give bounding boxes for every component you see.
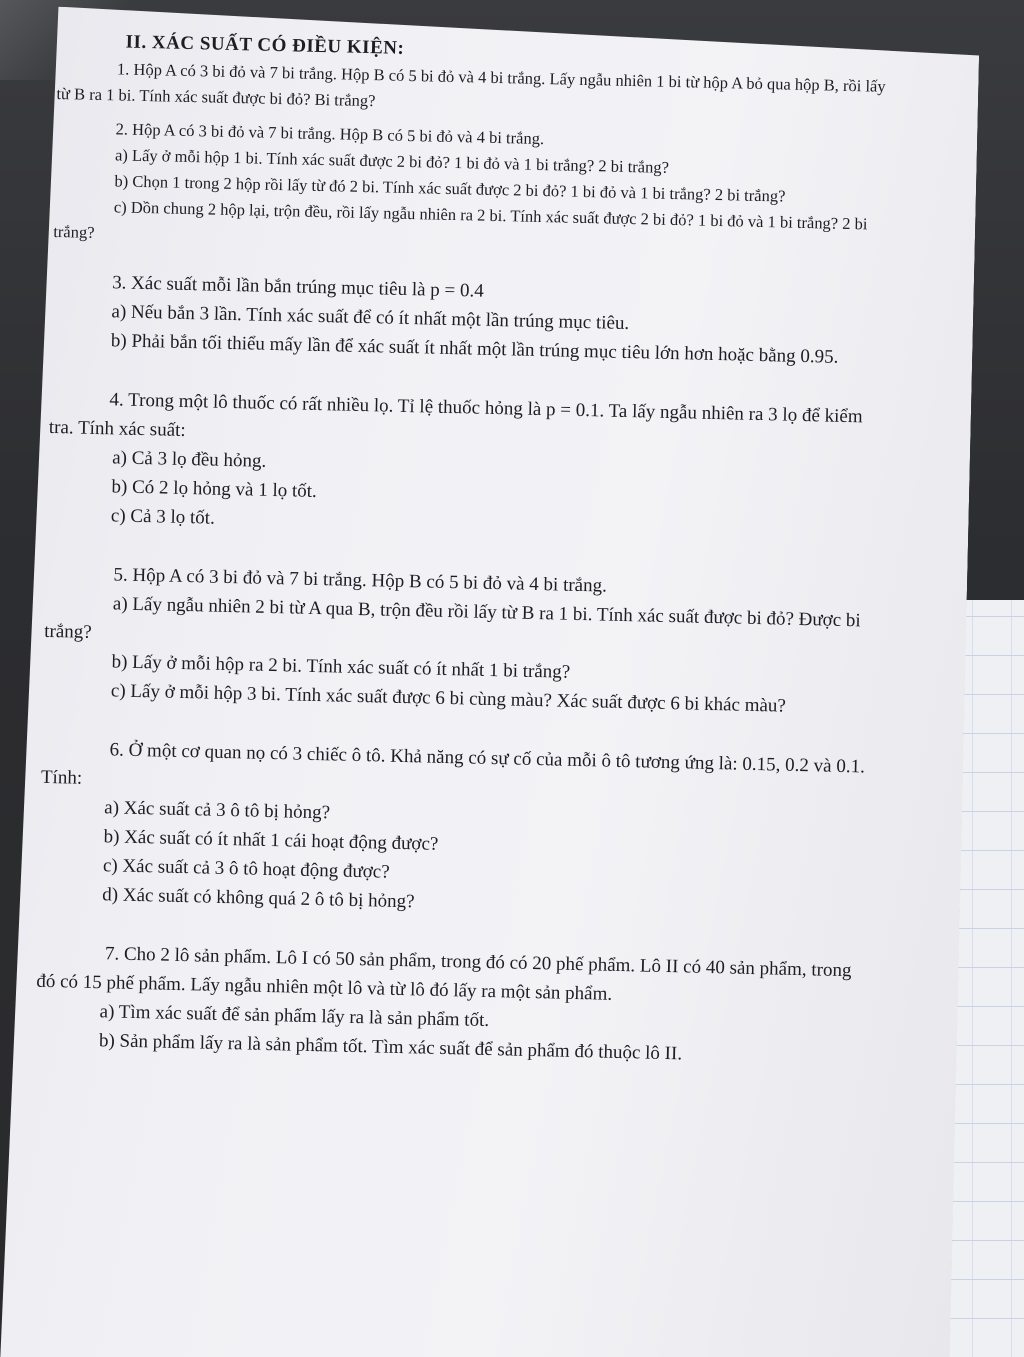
- question-1-text: 1. Hộp A có 3 bi đỏ và 7 bi trắng. Hộp B có 5 bi đỏ và 4 bi trắng. Lấy ngẫu nhiên 1 bi từ hộp A bỏ qua hộp B, rồi lấy từ B ra 1 bi. Tính xác suất được bi đỏ? Bi trắng?: [56, 59, 886, 111]
- question-2-part-c: c) Dồn chung 2 hộp lại, trộn đều, rồi lấy ngẫu nhiên ra 2 bi. Tính xác suất được 2 bi đỏ? 1 bi đỏ và 1 bi trắng? 2 bi trắng?: [53, 197, 868, 242]
- question-6-text: 6. Ở một cơ quan nọ có 3 chiếc ô tô. Khả năng có sự cố của mỗi ô tô tương ứng là: 0.15, 0.2 và 0.1. Tính:: [40, 739, 866, 789]
- question-4: [47, 384, 880, 548]
- question-3-part-b: b) Phải bắn tối thiểu mấy lần để xác suất ít nhất một lần trúng mục tiêu lớn hơn hoặc bằng 0.95.: [110, 330, 839, 368]
- question-2-text: 2. Hộp A có 3 bi đỏ và 7 bi trắng. Hộp B có 5 bi đỏ và 4 bi trắng.: [115, 119, 545, 149]
- question-7-part-b: b) Sản phẩm lấy ra là sản phẩm tốt. Tìm xác suất để sản phẩm đó thuộc lô II.: [98, 1030, 683, 1065]
- question-7-text: 7. Cho 2 lô sản phẩm. Lô I có 50 sản phẩm, trong đó có 20 phế phẩm. Lô II có 40 sản phẩm, trong đó có 15 phế phẩm. Lấy ngẫu nhiên một lô và từ lô đó lấy ra một sản phẩm.: [36, 943, 852, 1005]
- question-7: [35, 938, 867, 1073]
- question-5-text: 5. Hộp A có 3 bi đỏ và 7 bi trắng. Hộp B có 5 bi đỏ và 4 bi trắng.: [113, 564, 608, 597]
- question-4-part-b: b) Có 2 lọ hỏng và 1 lọ tốt.: [111, 476, 318, 502]
- question-3-part-a: a) Nếu bắn 3 lần. Tính xác suất để có ít nhất một lần trúng mục tiêu.: [111, 301, 630, 335]
- question-6: [38, 734, 872, 927]
- question-6-part-b: b) Xác suất có ít nhất 1 cái hoạt động được?: [103, 826, 439, 855]
- question-3-text: 3. Xác suất mỗi lần bắn trúng mục tiêu là p = 0.4: [111, 272, 484, 302]
- question-6-part-a: a) Xác suất cả 3 ô tô bị hỏng?: [104, 797, 331, 824]
- worksheet-content: [35, 26, 888, 1073]
- question-4-part-a: a) Cả 3 lọ đều hỏng.: [111, 447, 267, 472]
- question-4-text: 4. Trong một lô thuốc có rất nhiều lọ. Tỉ lệ thuốc hỏng là p = 0.1. Ta lấy ngẫu nhiên ra 3 lọ để kiểm tra. Tính xác suất:: [48, 389, 863, 441]
- question-5-part-c: c) Lấy ở mỗi hộp 3 bi. Tính xác suất được 6 bi cùng màu? Xác suất được 6 bi khác màu?: [110, 680, 787, 717]
- section-heading: II. XÁC SUẤT CÓ ĐIỀU KIỆN:: [125, 31, 405, 59]
- question-4-part-c: c) Cả 3 lọ tốt.: [110, 505, 216, 529]
- question-2-part-a: a) Lấy ở mỗi hộp 1 bi. Tính xác suất được 2 bi đỏ? 1 bi đỏ và 1 bi trắng? 2 bi trắng?: [114, 145, 670, 177]
- question-5: [43, 559, 876, 723]
- question-5-part-b: b) Lấy ở mỗi hộp ra 2 bi. Tính xác suất có ít nhất 1 bi trắng?: [111, 651, 571, 683]
- question-6-part-c: c) Xác suất cả 3 ô tô hoạt động được?: [102, 855, 390, 883]
- question-2-part-b: b) Chọn 1 trong 2 hộp rồi lấy từ đó 2 bi. Tính xác suất được 2 bi đỏ? 1 bi đỏ và 1 bi trắng? 2 bi trắng?: [114, 171, 786, 206]
- question-2: [53, 115, 886, 264]
- question-5-part-a: a) Lấy ngẫu nhiên 2 bi từ A qua B, trộn đều rồi lấy từ B ra 1 bi. Tính xác suất được bi đỏ? Được bi trắng?: [44, 593, 861, 643]
- question-7-part-a: a) Tìm xác suất để sản phẩm lấy ra là sản phẩm tốt.: [99, 1001, 490, 1032]
- question-6-part-d: d) Xác suất có không quá 2 ô tô bị hỏng?: [102, 884, 415, 913]
